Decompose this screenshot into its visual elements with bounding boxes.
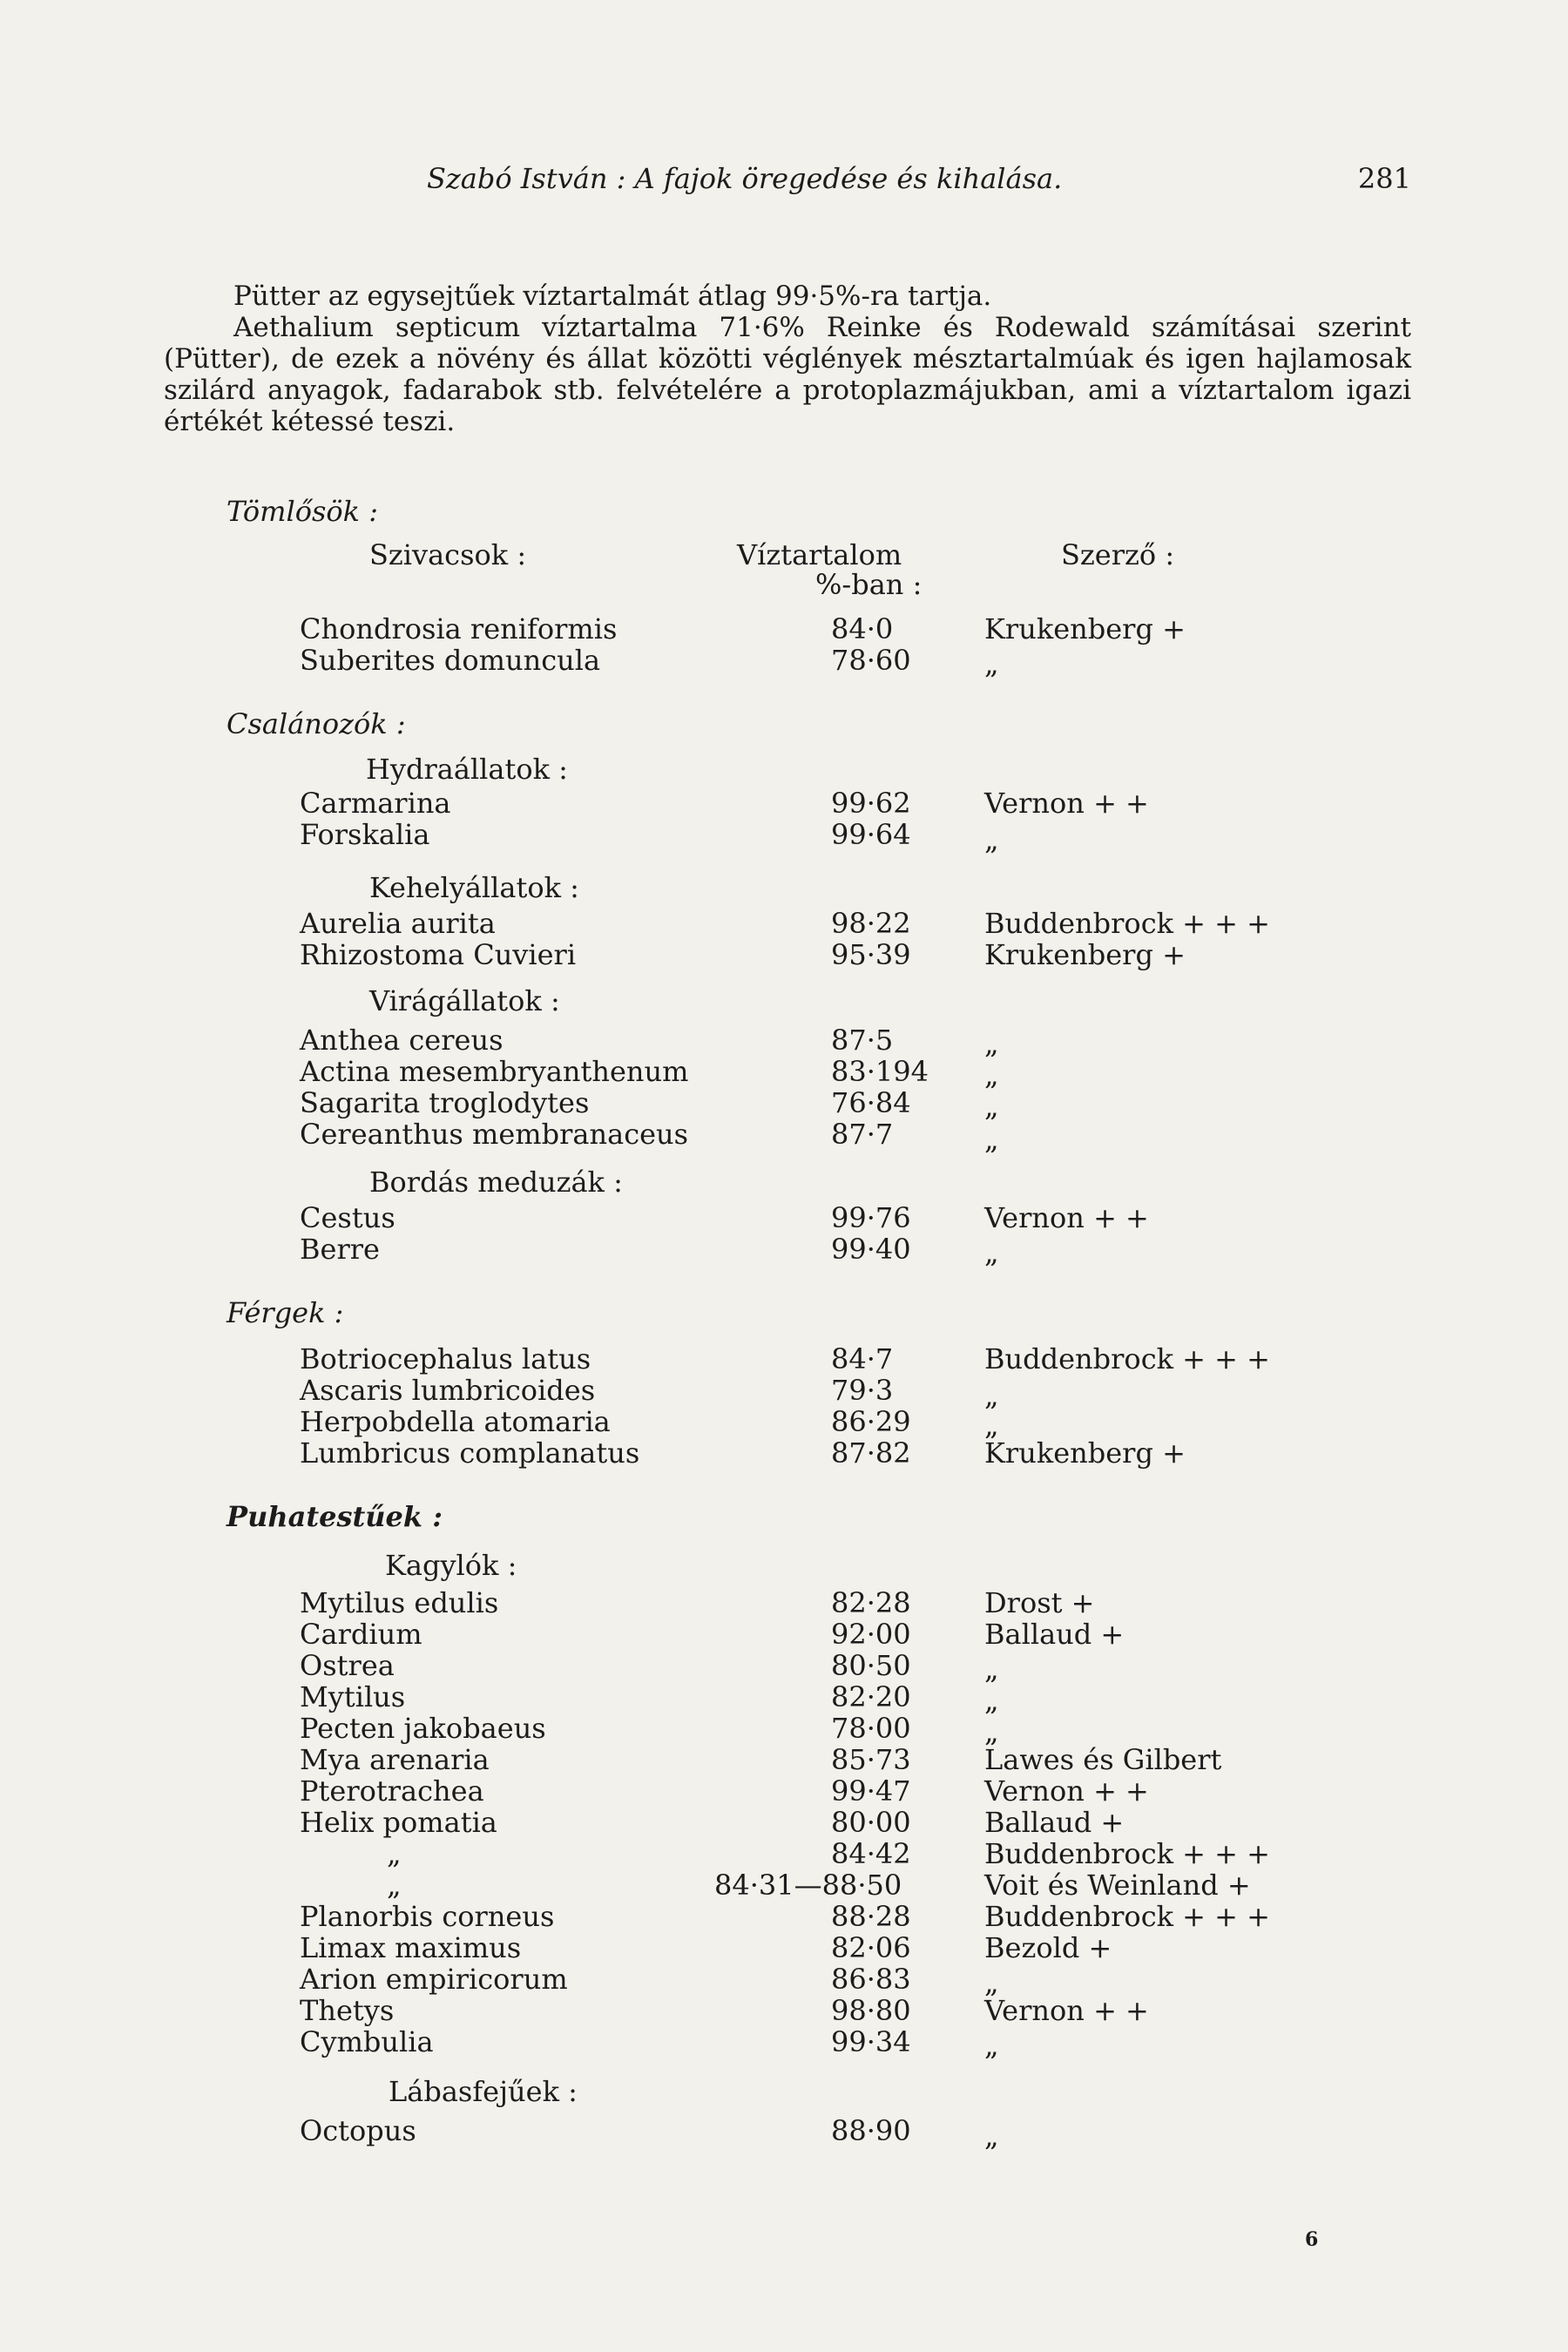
water-content: 92·00 (831, 1618, 911, 1651)
species-name: Anthea cereus (300, 1024, 504, 1057)
author: „ (984, 2029, 999, 2062)
column-header-author: Szerző : (1061, 538, 1175, 571)
water-content: 83·194 (831, 1055, 929, 1088)
author: „ (984, 647, 999, 680)
water-content: 99·62 (831, 787, 911, 820)
author: „ (984, 1123, 999, 1156)
intro-paragraph: Aethalium septicum víztartalma 71·6% Reinke és Rodewald számításai szerint (Pütter), de ezek a növény és állat közötti véglények mésztartalmúak és igen hajlamosak szilárd anyagok, fadarabok stb. felvételére a protoplazmájukban, ami a víztartalom igazi értékét kétessé teszi. (164, 312, 1411, 437)
species-name: Mytilus (300, 1680, 406, 1713)
group-heading: Férgek : (226, 1296, 344, 1329)
author: „ (984, 1966, 999, 1999)
page-number: 281 (1357, 162, 1411, 195)
water-content: 84·31—88·50 (714, 1869, 902, 1902)
species-name: Ostrea (300, 1649, 395, 1682)
author: Ballaud + (984, 1618, 1125, 1651)
species-name: „ (387, 1869, 402, 1902)
water-content: 84·7 (831, 1342, 894, 1375)
signature-mark: 6 (1305, 2228, 1319, 2251)
species-name: Mytilus edulis (300, 1586, 499, 1619)
water-content: 99·64 (831, 818, 911, 851)
species-name: „ (387, 1837, 402, 1870)
species-name: Rhizostoma Cuvieri (300, 938, 577, 971)
column-header-value: Víztartalom (737, 538, 902, 571)
species-name: Chondrosia reniformis (300, 612, 618, 645)
author: Krukenberg + (984, 1436, 1186, 1470)
species-name: Thetys (300, 1994, 395, 2027)
water-content: 78·00 (831, 1712, 911, 1745)
species-name: Octopus (300, 2114, 416, 2147)
column-header-value-unit: %-ban : (815, 568, 923, 601)
author: „ (984, 1236, 999, 1269)
author: „ (984, 1715, 999, 1748)
page-header (427, 162, 1411, 195)
species-name: Pecten jakobaeus (300, 1712, 546, 1745)
water-content: 99·76 (831, 1201, 911, 1234)
water-content: 98·22 (831, 907, 911, 940)
water-content: 86·29 (831, 1405, 911, 1438)
water-content: 98·80 (831, 1994, 911, 2027)
author: „ (984, 1090, 999, 1123)
water-content: 82·06 (831, 1931, 911, 1964)
water-content: 79·3 (831, 1374, 894, 1407)
water-content: 86·83 (831, 1963, 911, 1996)
species-name: Suberites domuncula (300, 644, 601, 677)
subgroup-heading: Lábasfejűek : (389, 2075, 578, 2108)
intro-paragraph: Pütter az egysejtűek víztartalmát átlag 99·5%-ra tartja. (233, 280, 992, 312)
species-name: Herpobdella atomaria (300, 1405, 611, 1438)
author: Voit és Weinland + (984, 1869, 1251, 1902)
author: Vernon + + (984, 1201, 1149, 1234)
group-heading: Puhatestűek : (226, 1500, 443, 1533)
water-content: 88·28 (831, 1900, 911, 1933)
water-content: 88·90 (831, 2114, 911, 2147)
author: Vernon + + (984, 1774, 1149, 1808)
column-header-name: Szivacsok : (369, 538, 527, 571)
species-name: Aurelia aurita (300, 907, 496, 940)
water-content: 99·40 (831, 1233, 911, 1266)
author: Buddenbrock + + + (984, 1342, 1270, 1375)
species-name: Cereanthus membranaceus (300, 1118, 689, 1151)
species-name: Helix pomatia (300, 1806, 497, 1839)
species-name: Planorbis corneus (300, 1900, 555, 1933)
subgroup-heading: Kagylók : (385, 1549, 517, 1582)
author: Buddenbrock + + + (984, 1900, 1270, 1933)
group-heading: Csalánozók : (226, 707, 406, 740)
species-name: Berre (300, 1233, 380, 1266)
author: „ (984, 1684, 999, 1717)
water-content: 87·7 (831, 1118, 894, 1151)
author: „ (984, 1379, 999, 1412)
species-name: Ascaris lumbricoides (300, 1374, 596, 1407)
water-content: 78·60 (831, 644, 911, 677)
author: Buddenbrock + + + (984, 907, 1270, 940)
subgroup-heading: Bordás meduzák : (369, 1166, 623, 1199)
author: „ (984, 1027, 999, 1060)
water-content: 85·73 (831, 1743, 911, 1776)
water-content: 82·20 (831, 1680, 911, 1713)
author: Ballaud + (984, 1806, 1125, 1839)
species-name: Forskalia (300, 818, 430, 851)
water-content: 87·82 (831, 1436, 911, 1470)
author: Vernon + + (984, 1994, 1149, 2027)
author: „ (984, 2119, 999, 2153)
species-name: Cymbulia (300, 2025, 434, 2058)
subgroup-heading: Virágállatok : (369, 984, 560, 1017)
water-content: 95·39 (831, 938, 911, 971)
author: Bezold + (984, 1931, 1112, 1964)
species-name: Arion empiricorum (300, 1963, 568, 1996)
intro-text (164, 280, 1411, 437)
water-content: 82·28 (831, 1586, 911, 1619)
species-name: Actina mesembryanthenum (300, 1055, 689, 1088)
author: Krukenberg + (984, 612, 1186, 645)
subgroup-heading: Hydraállatok : (366, 753, 568, 786)
water-content: 84·42 (831, 1837, 911, 1870)
species-name: Cardium (300, 1618, 422, 1651)
species-name: Cestus (300, 1201, 395, 1234)
species-name: Lumbricus complanatus (300, 1436, 640, 1470)
author: Drost + (984, 1586, 1095, 1619)
water-content: 87·5 (831, 1024, 894, 1057)
author: „ (984, 823, 999, 856)
species-name: Limax maximus (300, 1931, 522, 1964)
water-content: 99·47 (831, 1774, 911, 1808)
author: Vernon + + (984, 787, 1149, 820)
species-name: Botriocephalus latus (300, 1342, 591, 1375)
author: Lawes és Gilbert (984, 1743, 1222, 1776)
running-title: Szabó István : A fajok öregedése és kihalása. (427, 162, 1063, 195)
species-name: Carmarina (300, 787, 451, 820)
author: „ (984, 1058, 999, 1092)
author: Buddenbrock + + + (984, 1837, 1270, 1870)
species-name: Sagarita troglodytes (300, 1086, 590, 1119)
water-content: 84·0 (831, 612, 894, 645)
subgroup-heading: Kehelyállatok : (369, 871, 579, 904)
author: „ (984, 1652, 999, 1686)
water-content: 80·50 (831, 1649, 911, 1682)
group-heading: Tömlősök : (226, 495, 378, 528)
author: „ (984, 1409, 999, 1442)
water-content: 76·84 (831, 1086, 911, 1119)
water-content: 80·00 (831, 1806, 911, 1839)
author: Krukenberg + (984, 938, 1186, 971)
species-name: Mya arenaria (300, 1743, 490, 1776)
species-name: Pterotrachea (300, 1774, 484, 1808)
water-content: 99·34 (831, 2025, 911, 2058)
